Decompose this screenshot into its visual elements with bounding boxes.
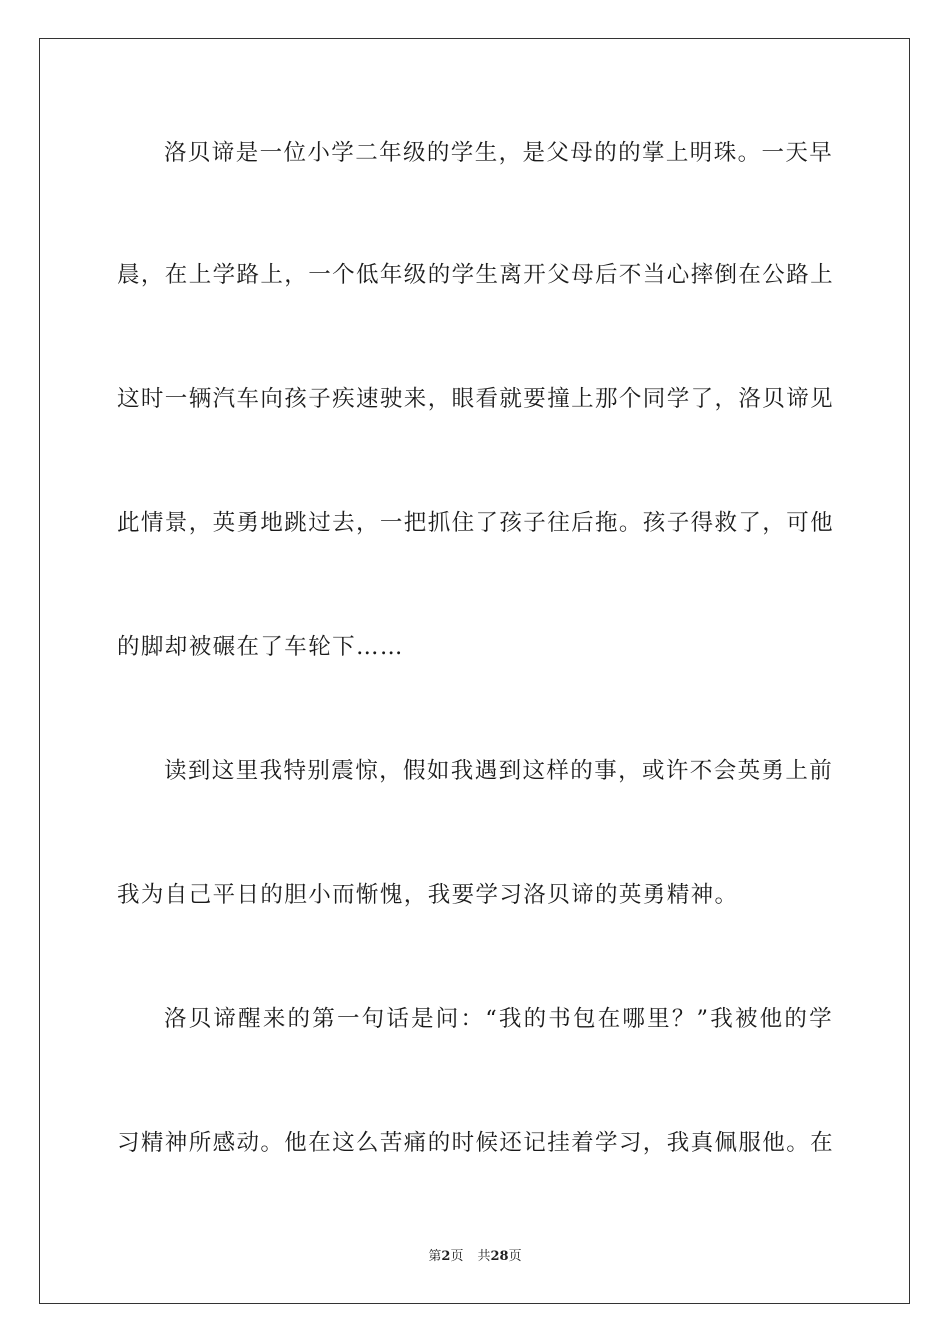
footer-prefix: 第 — [428, 1249, 442, 1264]
footer-total-suffix: 页 — [508, 1249, 522, 1264]
text-line-7: 我为自己平日的胆小而惭愧，我要学习洛贝谛的英勇精神。 — [117, 882, 739, 908]
text-line-2: 晨，在上学路上，一个低年级的学生离开父母后不当心摔倒在公路上 — [117, 262, 835, 288]
text-line-5: 的脚却被碾在了车轮下…… — [117, 634, 404, 660]
text-line-8: 洛贝谛醒来的第一句话是问：“我的书包在哪里？”我被他的学 — [164, 1006, 833, 1032]
page-frame — [39, 38, 910, 1304]
text-line-6: 读到这里我特别震惊，假如我遇到这样的事，或许不会英勇上前 — [164, 758, 834, 784]
page-footer — [0, 1248, 950, 1266]
text-line-3: 这时一辆汽车向孩子疾速驶来，眼看就要撞上那个同学了，洛贝谛见 — [117, 386, 835, 412]
footer-total-pages: 28 — [490, 1249, 509, 1264]
footer-page-number: 2 — [441, 1249, 451, 1264]
footer-page-suffix: 页 — [450, 1249, 464, 1264]
text-line-1: 洛贝谛是一位小学二年级的学生，是父母的的掌上明珠。一天早 — [164, 140, 834, 166]
text-line-4: 此情景，英勇地跳过去，一把抓住了孩子往后拖。孩子得救了，可他 — [117, 510, 835, 536]
text-line-9: 习精神所感动。他在这么苦痛的时候还记挂着学习，我真佩服他。在 — [117, 1130, 835, 1156]
footer-total-prefix: 共 — [477, 1249, 491, 1264]
